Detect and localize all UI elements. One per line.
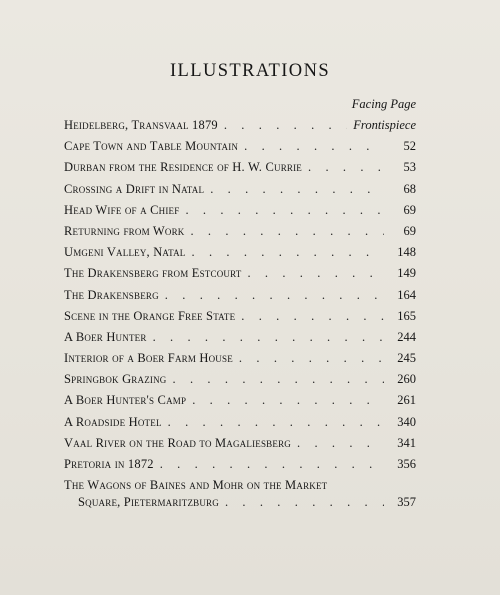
page-number: 148 [397,245,416,260]
illustration-title: The Drakensberg [64,287,159,302]
page-number: 260 [397,372,416,387]
illustration-title: Interior of a Boer Farm House [64,351,233,366]
illustrations-list [64,117,416,513]
page-number: 149 [397,266,416,281]
illustration-title-continuation [64,494,416,511]
list-item [64,308,416,329]
dot-leader [192,392,384,409]
page-number: 68 [403,181,416,196]
page-number: 53 [403,160,416,175]
illustration-title: Vaal River on the Road to Magaliesberg [64,435,291,450]
list-item [64,265,416,286]
list-item [64,181,416,202]
page-number: 164 [397,287,416,302]
dot-leader [190,223,384,240]
dot-leader [165,287,384,304]
list-item [64,414,416,435]
page-number: 340 [397,414,416,429]
list-item [64,202,416,223]
list-item [64,392,416,413]
page-number: 52 [403,139,416,154]
dot-leader [168,414,384,431]
list-item [64,138,416,159]
page-number: Frontispiece [353,118,416,132]
page-number: 356 [397,457,416,471]
illustration-title: A Boer Hunter's Camp [64,393,187,408]
illustration-title: Pretoria in 1872 [64,457,154,471]
page-title: ILLUSTRATIONS [169,61,331,81]
illustration-title: Returning from Work [64,223,185,238]
dot-leader [244,138,384,155]
illustration-title: Scene in the Orange Free State [64,308,236,323]
list-item [64,371,416,392]
dot-leader [160,456,384,473]
illustration-title: Cape Town and Table Mountain [64,139,239,154]
page-number: 69 [403,202,416,217]
illustration-title: Heidelberg, Transvaal 1879 [64,118,218,132]
page-number: 357 [397,495,416,510]
page-number: 244 [397,329,416,344]
dot-leader [185,202,384,219]
dot-leader [224,117,347,134]
list-item [64,287,416,308]
illustration-title: Springbok Grazing [64,372,167,387]
illustration-title: The Drakensberg from Estcourt [64,266,242,281]
dot-leader [173,371,384,388]
dot-leader [239,350,384,367]
list-item [64,456,416,477]
dot-leader [225,494,384,511]
illustration-title: Umgeni Valley, Natal [64,245,186,260]
list-item [64,244,416,265]
illustration-title: A Roadside Hotel [64,414,162,429]
dot-leader [192,244,385,261]
illustration-title-line1: The Wagons of Baines and Mohr on the Market [64,478,328,493]
illustration-title: Head Wife of a Chief [64,202,180,217]
list-item [64,159,416,180]
page-number: 69 [403,223,416,238]
page-number: 341 [397,435,416,450]
list-item [64,329,416,350]
facing-page-column-header: Facing Page [351,97,416,111]
list-item [64,477,416,513]
dot-leader [308,159,384,176]
list-item [64,435,416,456]
dot-leader [297,435,384,452]
illustration-title-line2: Square, Pietermaritzburg [78,495,219,510]
page-number: 245 [397,351,416,366]
illustration-title: A Boer Hunter [64,329,147,344]
dot-leader [247,265,384,282]
dot-leader [241,308,384,325]
page-number: 165 [397,308,416,323]
list-item [64,223,416,244]
illustration-title: Crossing a Drift in Natal [64,181,205,196]
page-number: 261 [397,393,416,408]
list-item [64,117,416,138]
illustration-title: Durban from the Residence of H. W. Currie [64,160,302,175]
dot-leader [210,181,384,198]
dot-leader [153,329,384,346]
list-item [64,350,416,371]
